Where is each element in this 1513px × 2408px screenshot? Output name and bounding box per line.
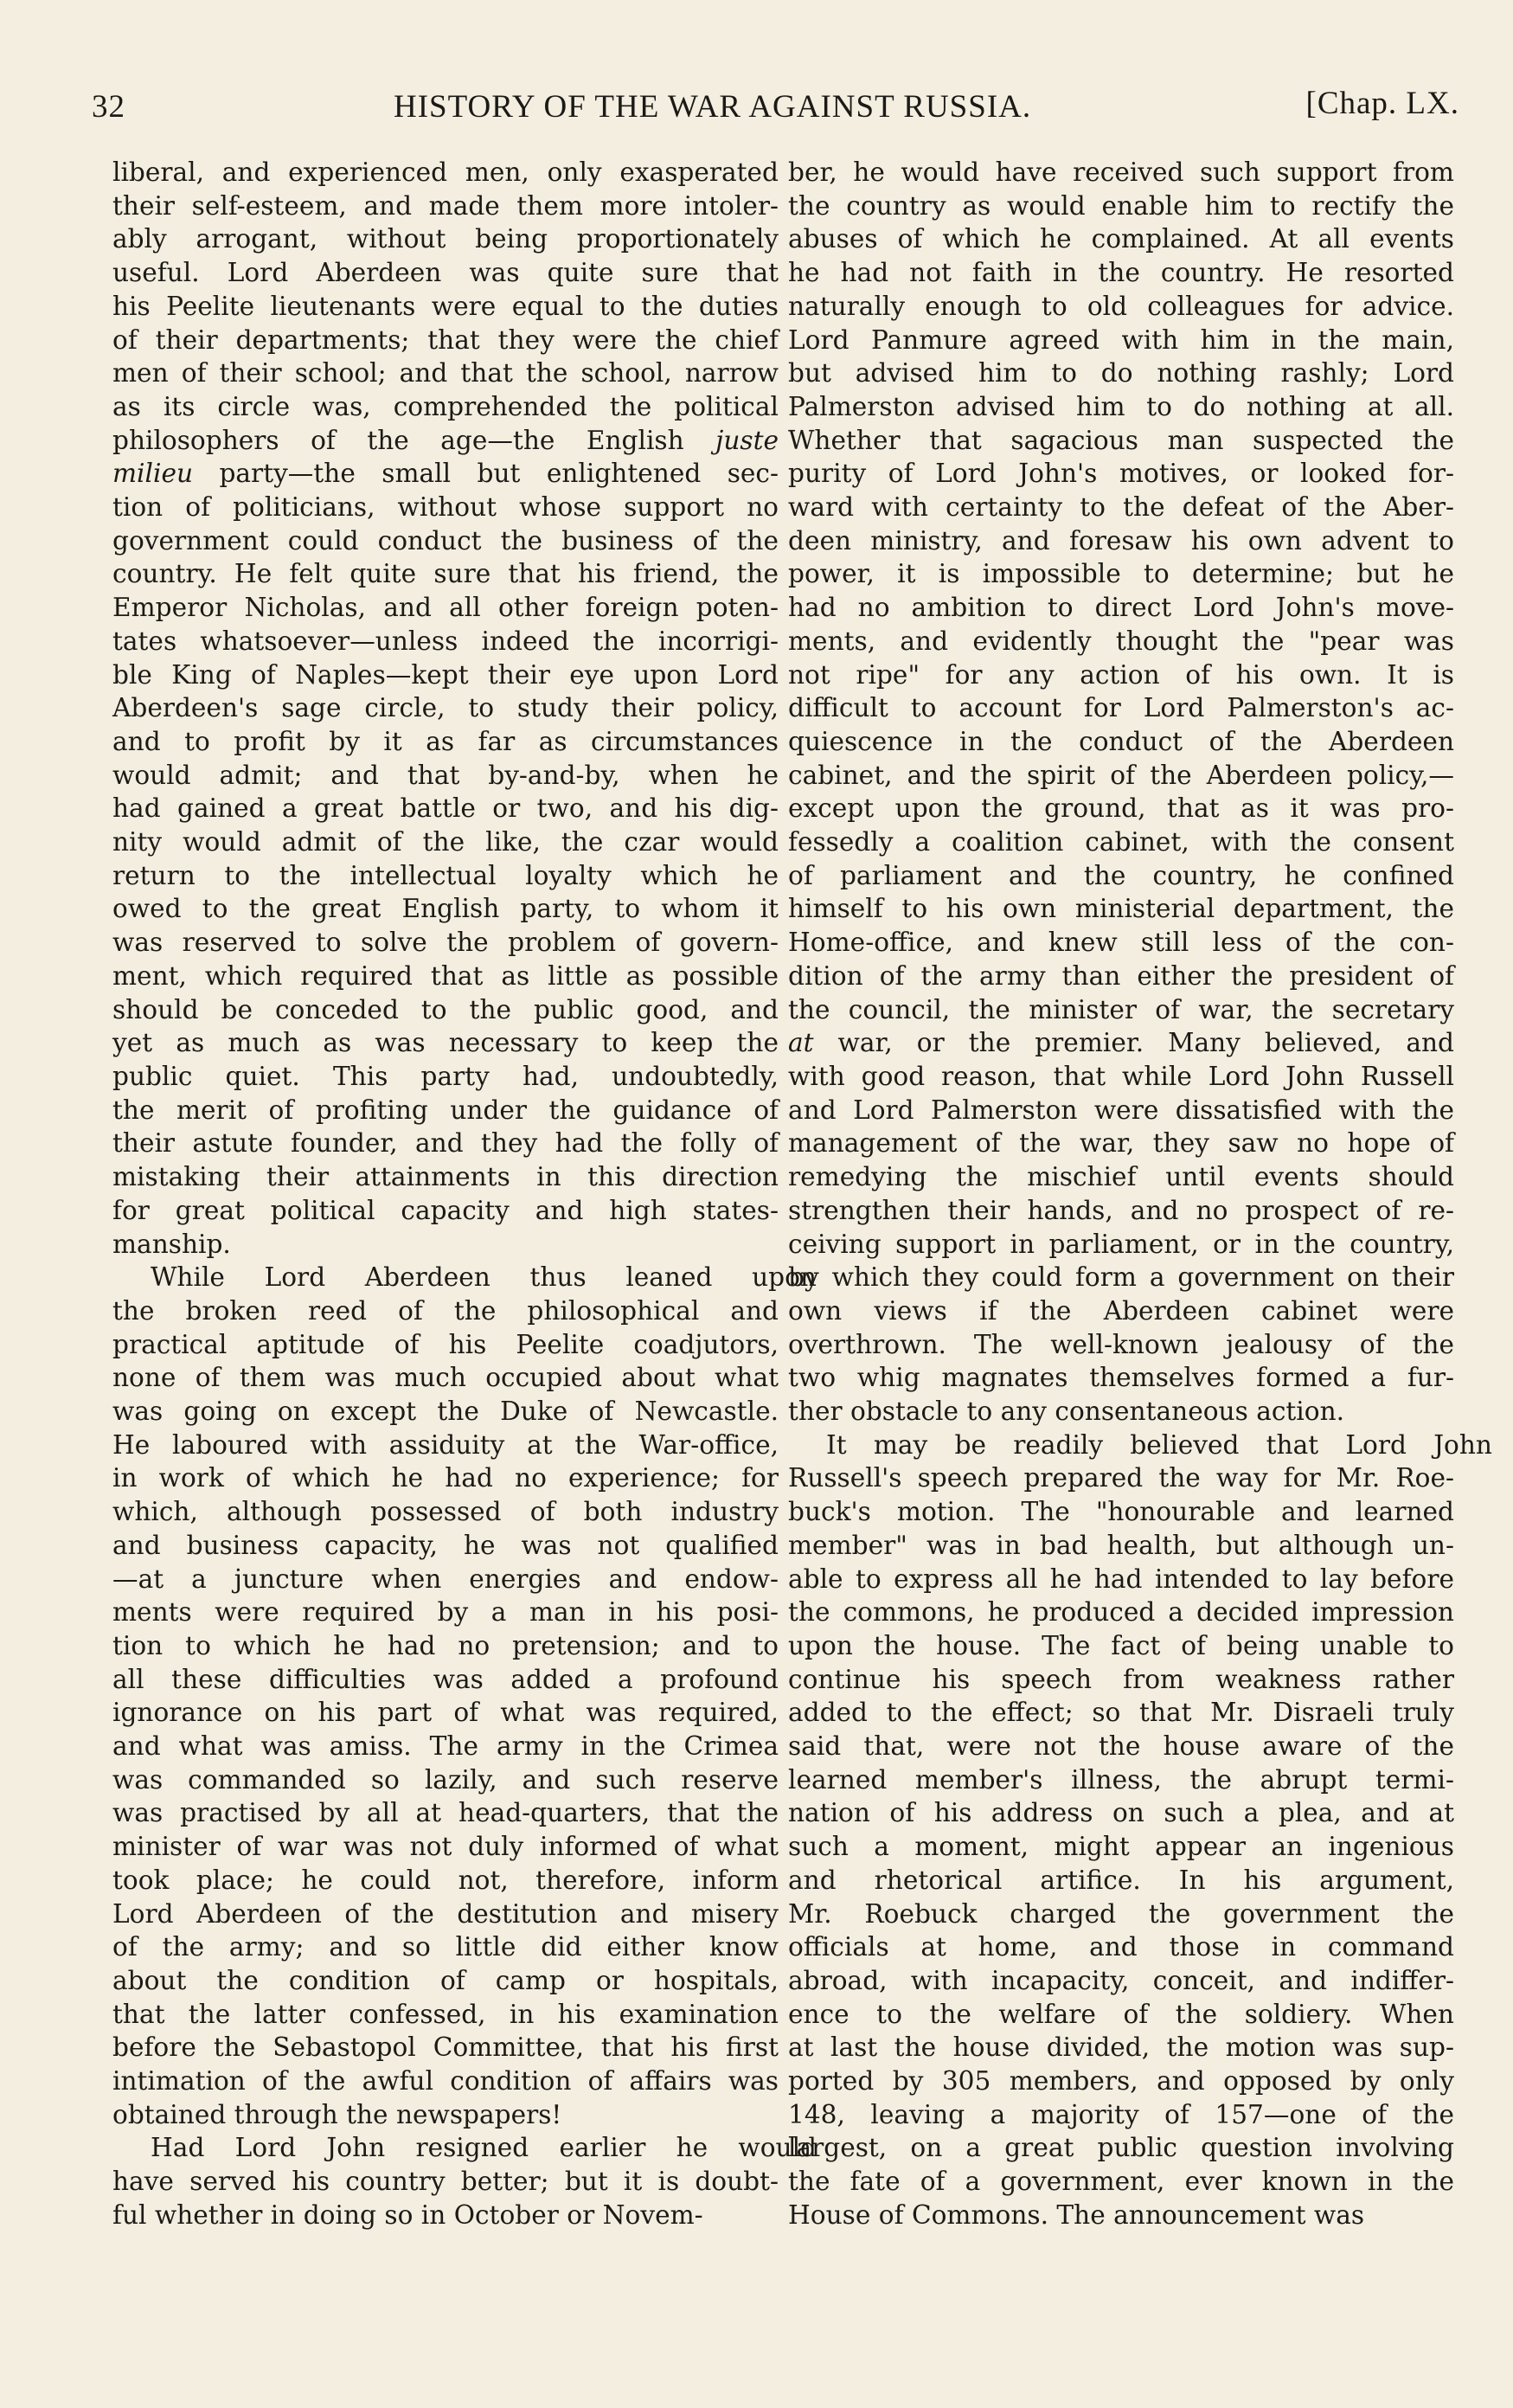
text-line: was reserved to solve the problem of govern- [112,928,779,958]
text-line: with good reason, that while Lord John Russell [788,1061,1454,1091]
text-line: two whig magnates themselves formed a fur- [788,1363,1454,1393]
text-line: member" was in bad health, but although un- [788,1530,1454,1560]
text-line: tion to which he had no pretension; and to [112,1630,779,1660]
text-line: own views if the Aberdeen cabinet were [788,1295,1454,1326]
text-line: owed to the great English party, to whom it [112,894,779,924]
text-line: While Lord Aberdeen thus leaned upon [151,1262,817,1293]
text-line: the fate of a government, ever known in the [788,2167,1454,2197]
text-line: country. He felt quite sure that his friend, the [112,559,779,589]
text-line: intimation of the awful condition of affairs was [112,2066,779,2097]
page-number: 32 [92,89,125,125]
text-line: all these difficulties was added a profound [112,1664,779,1694]
text-line: government could conduct the business of the [112,525,779,555]
text-line: ceiving support in parliament, or in the country, [788,1229,1454,1259]
text-line: nation of his address on such a plea, and at [788,1798,1454,1828]
text-line: difficult to account for Lord Palmerston's ac- [788,693,1454,723]
text-line: he had not faith in the country. He resorted [788,258,1454,288]
text-line: ment, which required that as little as possible [112,960,779,991]
text-line: officials at home, and those in command [788,1932,1454,1962]
text-line: men of their school; and that the school, narrow [112,358,779,388]
right-column [788,156,1492,2232]
text-line: He laboured with assiduity at the War-office, [112,1429,779,1460]
text-line: ably arrogant, without being proportionately [112,224,779,254]
text-line: cabinet, and the spirit of the Aberdeen policy,— [788,760,1454,790]
text-line: was going on except the Duke of Newcastle. [112,1397,779,1427]
text-line: upon the house. The fact of being unable to [788,1630,1454,1660]
text-line: House of Commons. The announcement was [788,2199,1365,2230]
text-line: as its circle was, comprehended the political [112,391,779,421]
text-line: ber, he would have received such support from [788,157,1454,187]
text-line: said that, were not the house aware of the [788,1731,1454,1762]
text-line: It may be readily believed that Lord John [826,1429,1492,1460]
text-line: power, it is impossible to determine; but he [788,559,1454,589]
text-line: public quiet. This party had, undoubtedly, [112,1061,779,1091]
text-line: dition of the army than either the president of [788,960,1454,991]
text-line: and business capacity, he was not qualified [112,1530,779,1560]
text-line: Russell's speech prepared the way for Mr. Roe- [788,1463,1454,1493]
text-line: yet as much as was necessary to keep the [112,1028,779,1058]
text-line: in work of which he had no experience; for [112,1463,779,1493]
text-line: about the condition of camp or hospitals, [112,1965,779,1995]
text-line: would admit; and that by-and-by, when he [112,760,779,790]
text-line: himself to his own ministerial department, the [788,894,1454,924]
text-line: have served his country better; but it is doubt- [112,2167,779,2197]
text-line: Whether that sagacious man suspected the [788,425,1454,455]
text-line: milieu party—the small but enlightened sec- [112,459,779,489]
text-line: continue his speech from weakness rather [788,1664,1454,1694]
text-line: ments were required by a man in his posi- [112,1597,779,1628]
text-line: Palmerston advised him to do nothing at all. [788,391,1454,421]
text-line: quiescence in the conduct of the Aberdeen [788,726,1454,756]
text-line: of parliament and the country, he confined [788,860,1454,890]
text-line: fessedly a coalition cabinet, with the consent [788,827,1454,857]
text-line: obtained through the newspapers! [112,2099,562,2129]
text-line: was practised by all at head-quarters, that the [112,1798,779,1828]
text-line: at war, or the premier. Many believed, and [788,1028,1454,1058]
text-line: and Lord Palmerston were dissatisfied with the [788,1095,1454,1125]
text-line: such a moment, might appear an ingenious [788,1832,1454,1862]
text-line: liberal, and experienced men, only exasperated [112,157,779,187]
text-line: not ripe" for any action of his own. It is [788,659,1454,690]
text-line: and what was amiss. The army in the Crimea [112,1731,779,1762]
text-line: none of them was much occupied about what [112,1363,779,1393]
text-line: ported by 305 members, and opposed by only [788,2066,1454,2097]
text-line: should be conceded to the public good, and [112,994,779,1024]
text-line: philosophers of the age—the English juste [112,425,779,455]
text-line: naturally enough to old colleagues for advice. [788,291,1454,321]
text-line: which, although possessed of both industry [112,1497,779,1527]
text-line: minister of war was not duly informed of what [112,1832,779,1862]
text-line: the country as would enable him to rectify the [788,190,1454,221]
text-line: ful whether in doing so in October or Novem- [112,2199,703,2230]
text-line: purity of Lord John's motives, or looked for- [788,459,1454,489]
text-line: manship. [112,1229,231,1259]
text-line: their self-esteem, and made them more intoler- [112,190,779,221]
left-column [112,156,817,2232]
text-line: strengthen their hands, and no prospect of re- [788,1195,1454,1225]
text-line: had gained a great battle or two, and his dig- [112,793,779,824]
text-line: ignorance on his part of what was required, [112,1698,779,1728]
text-line: before the Sebastopol Committee, that his first [112,2032,779,2063]
text-line: the broken reed of the philosophical and [112,1295,779,1326]
text-line: and to profit by it as far as circumstances [112,726,779,756]
text-line: buck's motion. The "honourable and learned [788,1497,1454,1527]
text-line: largest, on a great public question involving [788,2133,1454,2163]
text-line: except upon the ground, that as it was pro- [788,793,1454,824]
text-line: —at a juncture when energies and endow- [112,1564,779,1594]
text-line: nity would admit of the like, the czar would [112,827,779,857]
text-line: at last the house divided, the motion was sup- [788,2032,1454,2063]
text-line: deen ministry, and foresaw his own advent to [788,525,1454,555]
text-line: ments, and evidently thought the "pear was [788,626,1454,656]
text-line: the commons, he produced a decided impression [788,1597,1454,1628]
text-line: but advised him to do nothing rashly; Lord [788,358,1454,388]
text-line: their astute founder, and they had the folly of [112,1128,779,1159]
text-line: of the army; and so little did either know [112,1932,779,1962]
text-line: tion of politicians, without whose support no [112,492,779,523]
chapter-label: [Chap. LX. [1305,86,1459,121]
text-line: remedying the mischief until events should [788,1162,1454,1192]
text-line: Emperor Nicholas, and all other foreign poten- [112,593,779,623]
text-line: able to express all he had intended to lay before [788,1564,1454,1594]
text-line: the council, the minister of war, the secretary [788,994,1454,1024]
text-line: Had Lord John resigned earlier he would [151,2133,817,2163]
text-line: practical aptitude of his Peelite coadjutors, [112,1329,779,1359]
text-line: added to the effect; so that Mr. Disraeli truly [788,1698,1454,1728]
text-line: ble King of Naples—kept their eye upon Lord [112,659,779,690]
text-line: ence to the welfare of the soldiery. When [788,1999,1454,2029]
text-line: Mr. Roebuck charged the government the [788,1898,1454,1929]
text-line: took place; he could not, therefore, inform [112,1865,779,1895]
text-line: Lord Panmure agreed with him in the main, [788,324,1454,355]
text-line: the merit of profiting under the guidance of [112,1095,779,1125]
text-line: Home-office, and knew still less of the con- [788,928,1454,958]
text-line: his Peelite lieutenants were equal to the duties [112,291,779,321]
text-line: abuses of which he complained. At all events [788,224,1454,254]
text-line: overthrown. The well-known jealousy of the [788,1329,1454,1359]
text-line: learned member's illness, the abrupt termi- [788,1764,1454,1795]
text-line: Lord Aberdeen of the destitution and misery [112,1898,779,1929]
text-line: for great political capacity and high states- [112,1195,779,1225]
text-line: tates whatsoever—unless indeed the incorrigi- [112,626,779,656]
text-line: abroad, with incapacity, conceit, and indiffer- [788,1965,1454,1995]
text-line: ther obstacle to any consentaneous action. [788,1397,1345,1427]
text-line: 148, leaving a majority of 157—one of the [788,2099,1454,2129]
text-line: by which they could form a government on their [788,1262,1454,1293]
text-line: return to the intellectual loyalty which he [112,860,779,890]
text-line: useful. Lord Aberdeen was quite sure that [112,258,779,288]
text-line: ward with certainty to the defeat of the Aber- [788,492,1454,523]
text-line: that the latter confessed, in his examination [112,1999,779,2029]
text-line: had no ambition to direct Lord John's move- [788,593,1454,623]
running-header [87,80,1459,132]
running-title: HISTORY OF THE WAR AGAINST RUSSIA. [394,89,1032,125]
text-line: Aberdeen's sage circle, to study their policy, [112,693,779,723]
text-line: management of the war, they saw no hope of [788,1128,1454,1159]
text-line: was commanded so lazily, and such reserve [112,1764,779,1795]
text-line: of their departments; that they were the chief [112,324,779,355]
text-line: and rhetorical artifice. In his argument, [788,1865,1454,1895]
text-line: mistaking their attainments in this direction [112,1162,779,1192]
